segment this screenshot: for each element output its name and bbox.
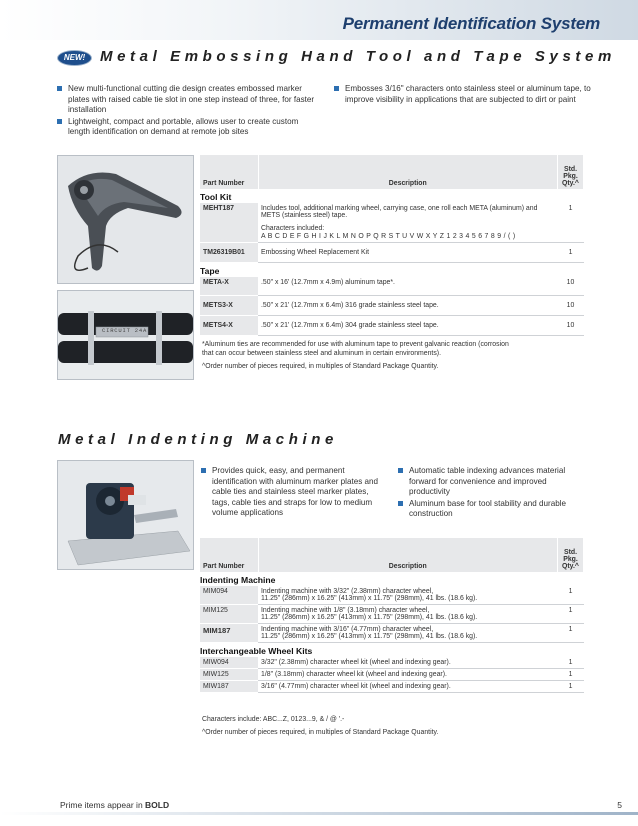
part-number: MIM094 bbox=[200, 586, 258, 605]
bullet-square-icon bbox=[57, 86, 62, 91]
bullet-item: Automatic table indexing advances material forward for convenience and improved productivity bbox=[398, 466, 573, 498]
table-row bbox=[200, 296, 584, 316]
table-row bbox=[200, 277, 584, 296]
std-pkg-qty: 1 bbox=[558, 586, 584, 605]
group-label: Interchangeable Wheel Kits bbox=[200, 646, 313, 656]
bullet-item: Aluminum base for tool stability and durable construction bbox=[398, 499, 573, 520]
group-label: Tool Kit bbox=[200, 192, 232, 202]
aluminum-note: *Aluminum ties are recommended for use with aluminum tape to prevent galvanic reaction (corrosion that can occur between stainless steel and aluminum in certain environments). bbox=[202, 341, 509, 357]
part-description: Indenting machine with 1/8" (3.18mm) character wheel, 11.25" (286mm) x 16.25" (413mm) x 11.75" (298mm), 41 lbs. (18.6 kg). bbox=[258, 605, 558, 624]
part-description: 3/16" (4.77mm) character wheel kit (wheel and indexing gear). bbox=[258, 681, 558, 693]
indenting-machine-illustration bbox=[58, 461, 193, 569]
characters-note: Characters include: ABC...Z, 0123...9, & / @ '.- bbox=[202, 716, 345, 723]
table-group-row bbox=[200, 263, 584, 278]
part-number: MIM125 bbox=[200, 605, 258, 624]
table-row bbox=[200, 586, 584, 605]
col-header-qty: Std. Pkg. Qty.^ bbox=[558, 155, 584, 189]
embossed-label-text: CIRCUIT 24A bbox=[102, 327, 148, 334]
hand-tool-illustration bbox=[58, 156, 193, 283]
part-number: METS3-X bbox=[200, 296, 258, 316]
order-note: ^Order number of pieces required, in multiples of Standard Package Quantity. bbox=[202, 363, 439, 370]
part-description: Indenting machine with 3/32" (2.38mm) character wheel, 11.25" (286mm) x 16.25" (413mm) x 11.75" (298mm), 41 lbs. (18.6 kg). bbox=[258, 586, 558, 605]
hand-tool-photo bbox=[57, 155, 194, 284]
std-pkg-qty: 1 bbox=[558, 243, 584, 263]
col-header-part: Part Number bbox=[200, 155, 258, 189]
table-row bbox=[200, 681, 584, 693]
bullet-square-icon bbox=[398, 501, 403, 506]
bullet-square-icon bbox=[57, 119, 62, 124]
table-row bbox=[200, 605, 584, 624]
col-header-description: Description bbox=[258, 538, 558, 572]
table-header-row bbox=[200, 155, 584, 189]
table-header-row bbox=[200, 538, 584, 572]
bullet-item: Provides quick, easy, and permanent identification with aluminum marker plates and cable ties and stainless steel marker plates, tags, cable ties and straps for low to medium volume applications bbox=[201, 466, 381, 519]
new-badge: NEW! bbox=[57, 50, 92, 66]
bullet-square-icon bbox=[201, 468, 206, 473]
table-group-row bbox=[200, 643, 584, 658]
col-header-part: Part Number bbox=[200, 538, 258, 572]
part-description: .50" x 21' (12.7mm x 6.4m) 304 grade stainless steel tape. bbox=[258, 316, 558, 336]
bullet-item: Embosses 3/16" characters onto stainless steel or aluminum tape, to improve visibility in applications that are subjected to dirt or paint bbox=[334, 84, 614, 105]
indenting-machine-photo bbox=[57, 460, 194, 570]
part-description: Embossing Wheel Replacement Kit bbox=[258, 243, 558, 263]
indenting-parts-table bbox=[200, 538, 584, 693]
part-number: META-X bbox=[200, 277, 258, 296]
group-label: Indenting Machine bbox=[200, 575, 276, 585]
footer-rule bbox=[0, 812, 638, 815]
bullet-square-icon bbox=[334, 86, 339, 91]
page-header-title: Permanent Identification System bbox=[342, 14, 600, 33]
part-number: TM26319B01 bbox=[200, 243, 258, 263]
table-row bbox=[200, 669, 584, 681]
part-description: .50" x 16' (12.7mm x 4.9m) aluminum tape*. bbox=[258, 277, 558, 296]
std-pkg-qty: 10 bbox=[558, 316, 584, 336]
table-row bbox=[200, 203, 584, 243]
part-description: Indenting machine with 3/16" (4.77mm) character wheel, 11.25" (286mm) x 16.25" (413mm) x 11.75" (298mm), 41 lbs. (18.6 kg). bbox=[258, 624, 558, 643]
section1-bullets-right bbox=[334, 84, 614, 106]
part-number: MEHT187 bbox=[200, 203, 258, 243]
part-description: 3/32" (2.38mm) character wheel kit (wheel and indexing gear). bbox=[258, 657, 558, 669]
bullet-item: New multi-functional cutting die design creates embossed marker plates with raised cable tie slot in one step instead of three, for faster installation bbox=[57, 84, 322, 116]
col-header-description: Description bbox=[258, 155, 558, 189]
section2-bullets-right bbox=[398, 466, 573, 521]
order-note: ^Order number of pieces required, in multiples of Standard Package Quantity. bbox=[202, 729, 439, 736]
table-row bbox=[200, 316, 584, 336]
std-pkg-qty: 1 bbox=[558, 657, 584, 669]
part-number: MIW094 bbox=[200, 657, 258, 669]
part-number: MIW125 bbox=[200, 669, 258, 681]
std-pkg-qty: 1 bbox=[558, 605, 584, 624]
cable-illustration bbox=[58, 291, 193, 379]
part-number: MIW187 bbox=[200, 681, 258, 693]
std-pkg-qty: 10 bbox=[558, 277, 584, 296]
table-row bbox=[200, 624, 584, 643]
std-pkg-qty: 1 bbox=[558, 203, 584, 243]
std-pkg-qty: 1 bbox=[558, 624, 584, 643]
section1-bullets-left bbox=[57, 84, 322, 139]
table-row bbox=[200, 243, 584, 263]
page-number: 5 bbox=[617, 800, 622, 810]
embossing-parts-table bbox=[200, 155, 584, 336]
group-label: Tape bbox=[200, 266, 220, 276]
part-description: .50" x 21' (12.7mm x 6.4m) 316 grade stainless steel tape. bbox=[258, 296, 558, 316]
part-description: 1/8" (3.18mm) character wheel kit (wheel and indexing gear). bbox=[258, 669, 558, 681]
cable-tape-photo bbox=[57, 290, 194, 380]
bullet-item: Lightweight, compact and portable, allows user to create custom length identification on demand at remote job sites bbox=[57, 117, 322, 138]
table-group-row bbox=[200, 572, 584, 586]
section2-title: Metal Indenting Machine bbox=[58, 431, 338, 448]
table-group-row bbox=[200, 189, 584, 203]
std-pkg-qty: 1 bbox=[558, 681, 584, 693]
std-pkg-qty: 1 bbox=[558, 669, 584, 681]
bullet-square-icon bbox=[398, 468, 403, 473]
section1-title: Metal Embossing Hand Tool and Tape System bbox=[100, 48, 616, 65]
std-pkg-qty: 10 bbox=[558, 296, 584, 316]
section2-bullets-left bbox=[201, 466, 381, 520]
table-row bbox=[200, 657, 584, 669]
prime-items-note: Prime items appear in BOLD bbox=[60, 800, 170, 810]
part-number: MIM187 bbox=[200, 624, 258, 643]
part-number: METS4-X bbox=[200, 316, 258, 336]
part-description: Includes tool, additional marking wheel, carrying case, one roll each META (aluminum) and METS (stainless steel) tape. Characters included: A B C D E F G H I J K L M N O P Q R S T U V W X Y Z 1 2 3 4 5 6 7 8 9 / ( ) bbox=[258, 203, 558, 243]
col-header-qty: Std. Pkg. Qty.^ bbox=[558, 538, 584, 572]
